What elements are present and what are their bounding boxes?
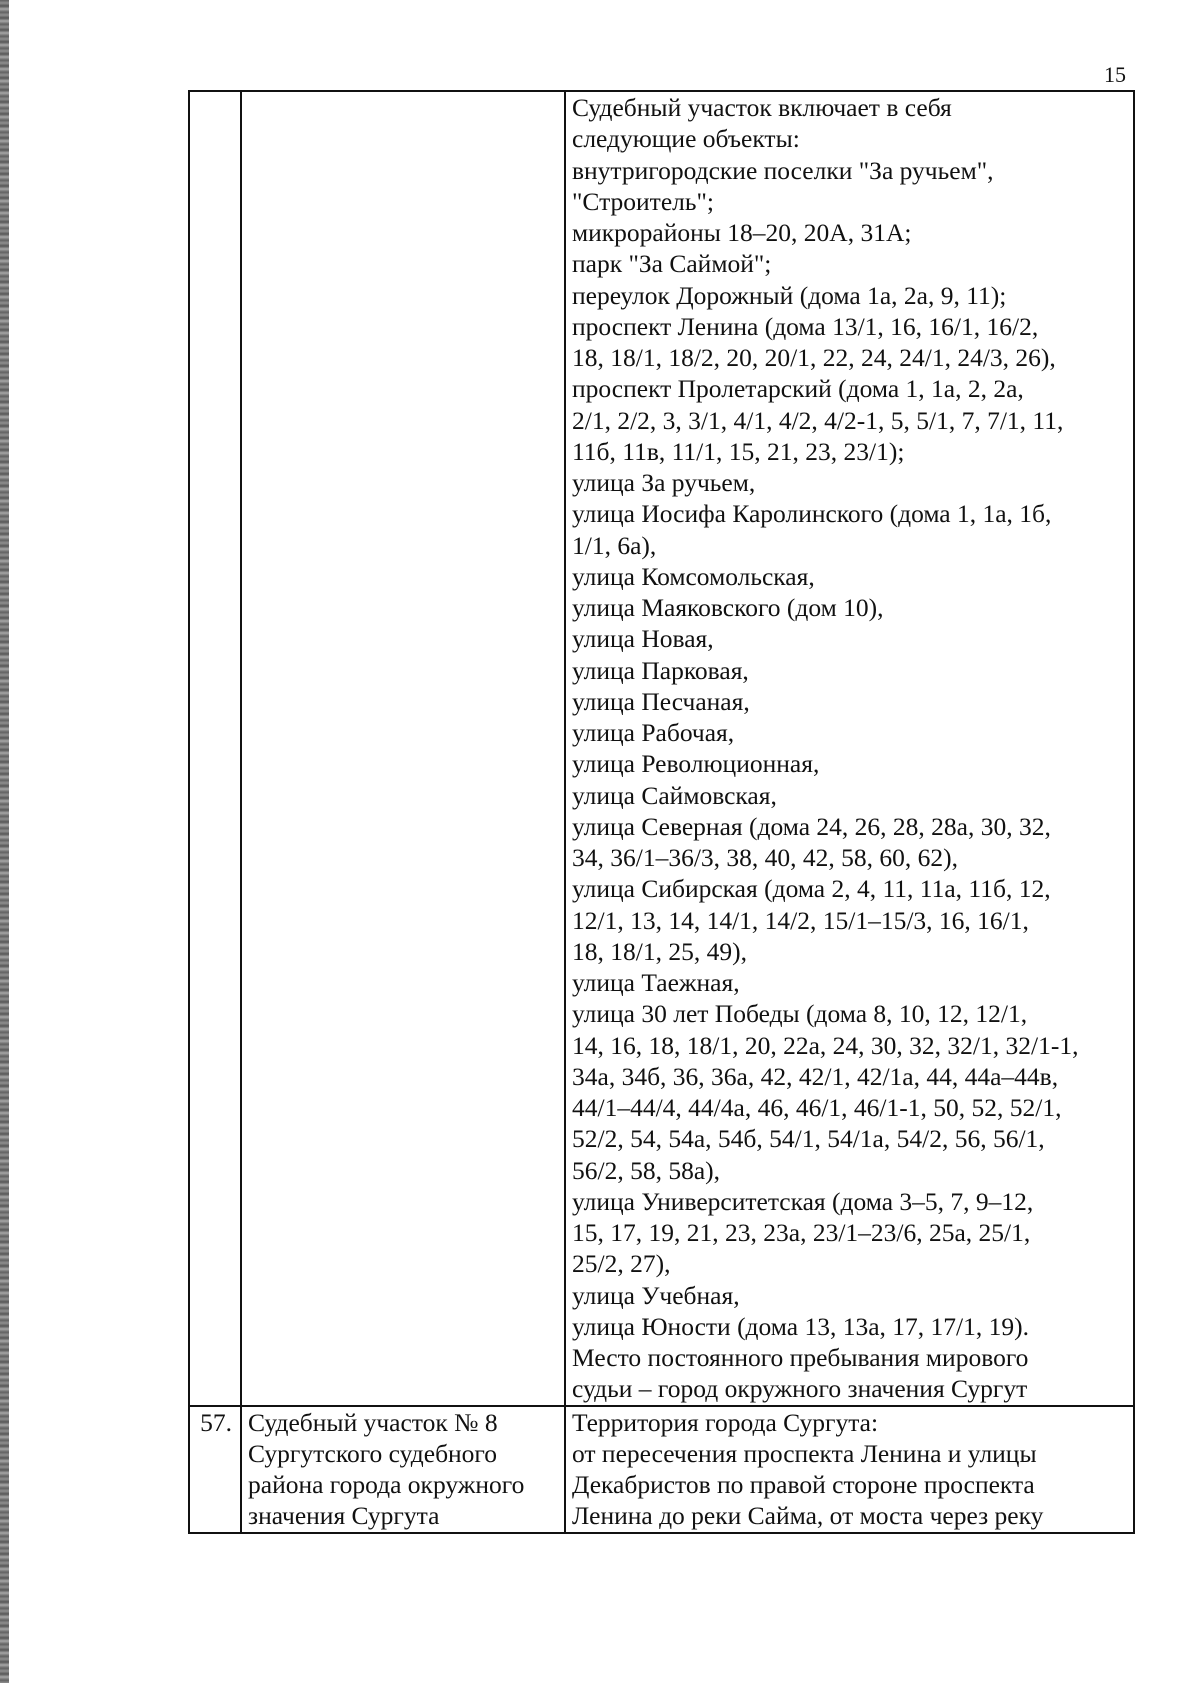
table-row xyxy=(189,1406,1134,1533)
description-line: Декабристов по правой стороне проспекта xyxy=(572,1470,1035,1499)
description-line: Ленина до реки Сайма, от моста через реку xyxy=(572,1501,1044,1531)
description-line: 56/2, 58, 58а), xyxy=(572,1155,721,1185)
description-line: улица Парковая, xyxy=(572,655,749,685)
description-line: парк "За Саймой"; xyxy=(572,249,772,279)
description-line: улица Саймовская, xyxy=(572,780,777,810)
description-line: улица Университетская (дома 3–5, 7, 9–12, xyxy=(572,1186,1034,1216)
table-body xyxy=(189,91,1134,1533)
row-number: 57. xyxy=(200,1407,232,1437)
description-line: улица Сибирская (дома 2, 4, 11, 11а, 11б, 12, xyxy=(572,874,1051,904)
description-line: улица Северная (дома 24, 26, 28, 28а, 30, 32, xyxy=(572,811,1051,841)
district-description-cell xyxy=(565,1406,1134,1533)
description-line: улица Песчаная, xyxy=(572,686,750,716)
description-line: улица Маяковского (дом 10), xyxy=(572,593,884,622)
description-line: следующие объекты: xyxy=(572,124,800,154)
description-line: улица Учебная, xyxy=(572,1280,740,1310)
description-line: 52/2, 54, 54а, 54б, 54/1, 54/1а, 54/2, 56, 56/1, xyxy=(572,1124,1045,1154)
districts-table xyxy=(188,90,1135,1534)
district-name-cell xyxy=(241,1406,565,1533)
description-line: 12/1, 13, 14, 14/1, 14/2, 15/1–15/3, 16, 16/1, xyxy=(572,905,1029,935)
row-number-cell xyxy=(189,91,241,1406)
description-line: улица Таежная, xyxy=(572,968,740,997)
district-name-line: района города окружного xyxy=(248,1470,525,1499)
scan-edge xyxy=(0,0,9,1683)
description-line: 1/1, 6а), xyxy=(572,530,657,560)
description-line: 34, 36/1–36/3, 38, 40, 42, 58, 60, 62), xyxy=(572,843,959,872)
description-line: микрорайоны 18–20, 20А, 31А; xyxy=(572,218,912,247)
district-description-cell xyxy=(565,91,1134,1406)
page-number: 15 xyxy=(1104,62,1126,87)
description-line: 15, 17, 19, 21, 23, 23а, 23/1–23/6, 25а, 25/1, xyxy=(572,1218,1031,1247)
description-line: улица Революционная, xyxy=(572,749,820,779)
description-line: улица Рабочая, xyxy=(572,718,735,747)
district-name-line: значения Сургута xyxy=(248,1501,440,1531)
description-line: 25/2, 27), xyxy=(572,1249,671,1279)
description-line: Территория города Сургута: xyxy=(572,1407,879,1437)
description-line: улица Комсомольская, xyxy=(572,561,815,591)
district-name-line: Судебный участок № 8 xyxy=(248,1407,498,1437)
description-line: улица 30 лет Победы (дома 8, 10, 12, 12/1, xyxy=(572,999,1028,1029)
description-line: 2/1, 2/2, 3, 3/1, 4/1, 4/2, 4/2-1, 5, 5/1, 7, 7/1, 11, xyxy=(572,405,1064,435)
description-line: улица Иосифа Каролинского (дома 1, 1а, 1б, xyxy=(572,499,1052,529)
description-line: улица Новая, xyxy=(572,624,714,654)
description-line: переулок Дорожный (дома 1а, 2а, 9, 11); xyxy=(572,280,1007,310)
district-name-cell xyxy=(241,91,565,1406)
description-line: Место постоянного пребывания мирового xyxy=(572,1343,1029,1372)
table-row xyxy=(189,91,1134,1406)
description-line: 11б, 11в, 11/1, 15, 21, 23, 23/1); xyxy=(572,436,905,466)
description-line: проспект Пролетарский (дома 1, 1а, 2, 2а, xyxy=(572,374,1024,404)
description-line: проспект Ленина (дома 13/1, 16, 16/1, 16/2, xyxy=(572,311,1039,341)
description-line: Судебный участок включает в себя xyxy=(572,93,952,122)
description-line: улица За ручьем, xyxy=(572,468,756,497)
description-line: 18, 18/1, 18/2, 20, 20/1, 22, 24, 24/1, 24/3, 26), xyxy=(572,343,1056,372)
district-name-line: Сургутского судебного xyxy=(248,1438,498,1468)
description-line: 14, 16, 18, 18/1, 20, 22а, 24, 30, 32, 32/1, 32/1-1, xyxy=(572,1030,1079,1060)
row-number-cell xyxy=(189,1406,241,1533)
description-line: улица Юности (дома 13, 13а, 17, 17/1, 19). xyxy=(572,1311,1029,1341)
description-line: 44/1–44/4, 44/4а, 46, 46/1, 46/1-1, 50, 52, 52/1, xyxy=(572,1093,1062,1122)
description-line: "Строитель"; xyxy=(572,186,714,216)
description-line: 18, 18/1, 25, 49), xyxy=(572,936,747,966)
description-line: от пересечения проспекта Ленина и улицы xyxy=(572,1438,1037,1468)
description-line: 34а, 34б, 36, 36а, 42, 42/1, 42/1а, 44, 44а–44в, xyxy=(572,1061,1059,1091)
description-line: судьи – город окружного значения Сургут xyxy=(572,1374,1028,1404)
description-line: внутригородские поселки "За ручьем", xyxy=(572,155,994,185)
